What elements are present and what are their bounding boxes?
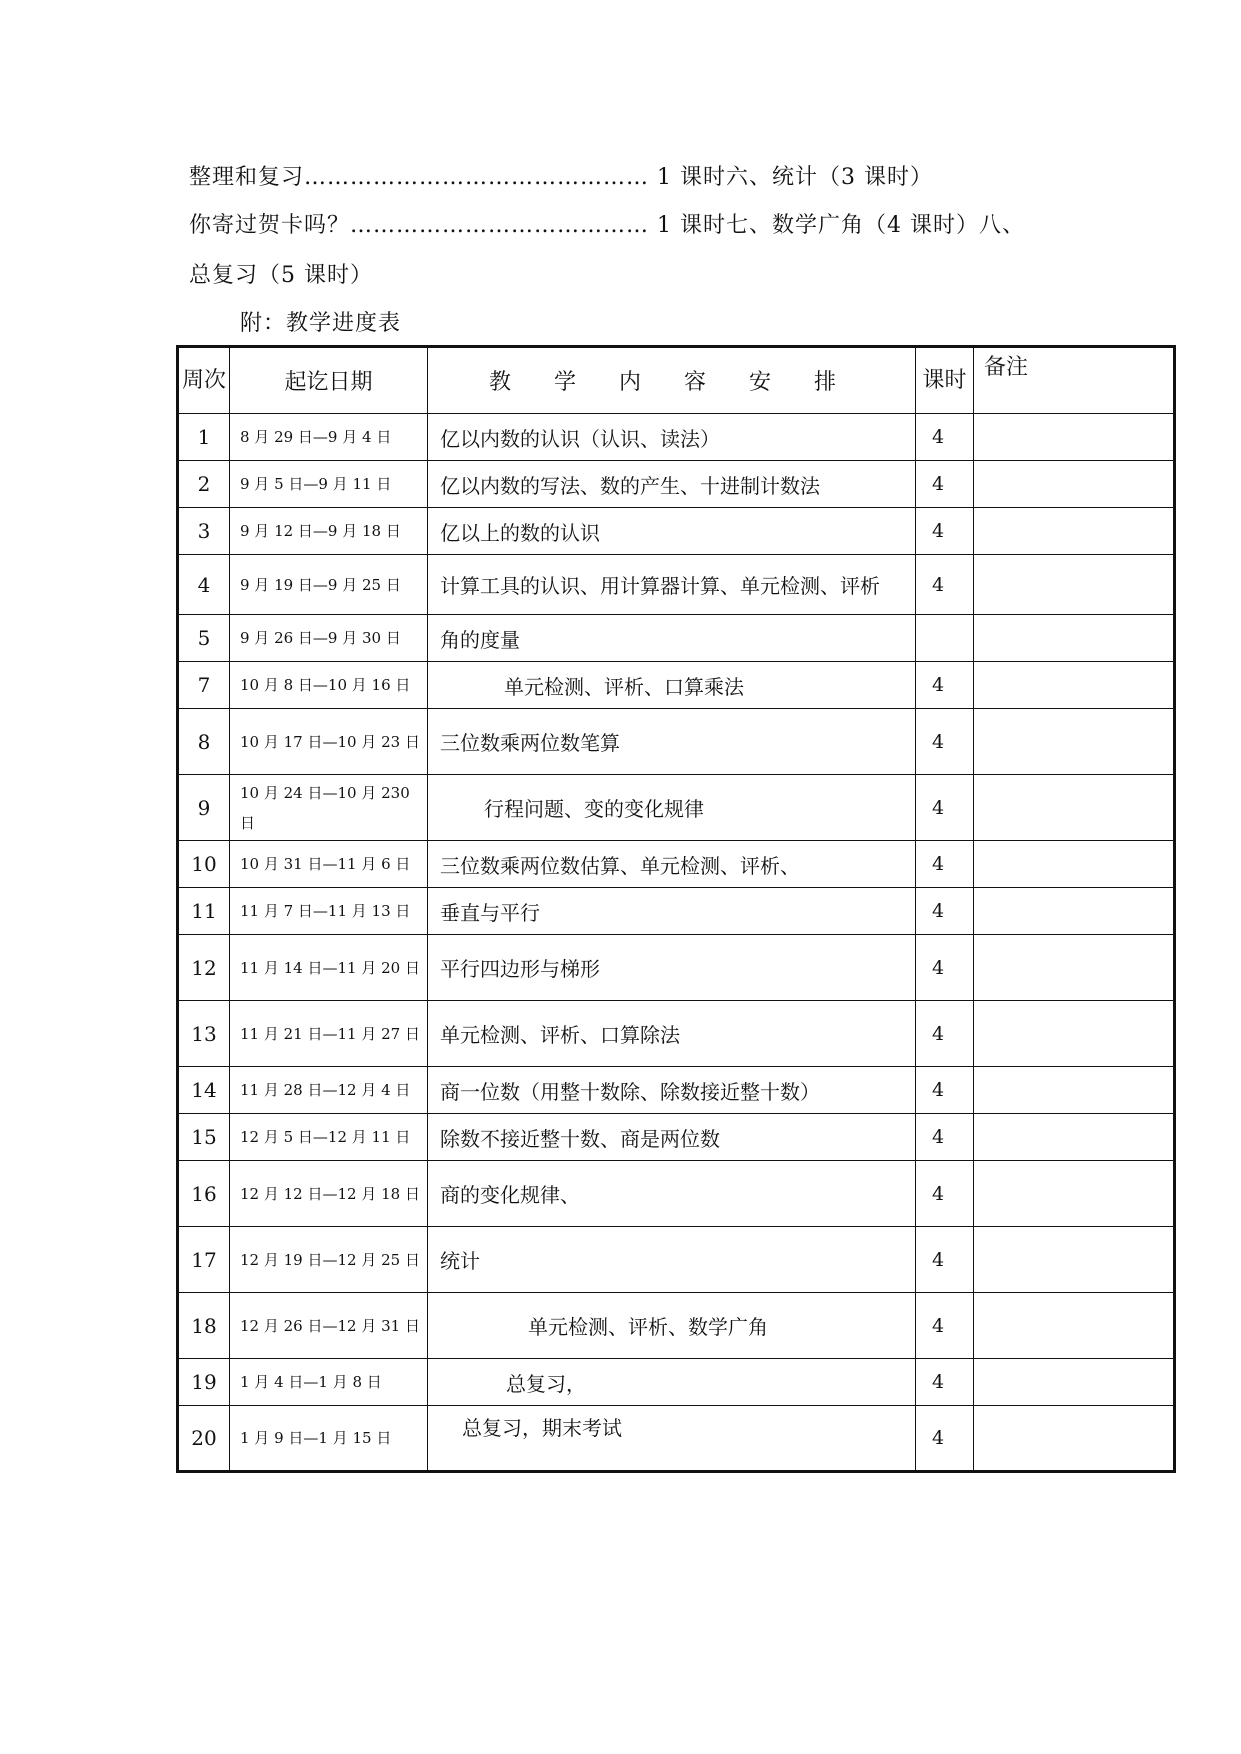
table-row	[178, 1227, 1175, 1293]
week-cell: 13	[178, 1001, 230, 1067]
hours-cell: 4	[916, 888, 974, 935]
content-cell: 平行四边形与梯形	[428, 935, 916, 1001]
table-row	[178, 508, 1175, 555]
week-cell: 11	[178, 888, 230, 935]
hours-cell: 4	[916, 1161, 974, 1227]
week-cell: 14	[178, 1067, 230, 1114]
table-row	[178, 1001, 1175, 1067]
content-cell: 亿以上的数的认识	[428, 508, 916, 555]
table-row	[178, 888, 1175, 935]
content-cell: 商一位数（用整十数除、除数接近整十数）	[428, 1067, 916, 1114]
notes-cell	[974, 461, 1175, 508]
week-cell: 7	[178, 662, 230, 709]
intro-line-1: 整理和复习……………………………………… 1 课时六、统计（3 课时）	[189, 165, 933, 190]
week-cell: 3	[178, 508, 230, 555]
notes-cell	[974, 1067, 1175, 1114]
notes-cell	[974, 1161, 1175, 1227]
week-cell: 4	[178, 555, 230, 615]
notes-cell	[974, 1114, 1175, 1161]
content-cell: 统计	[428, 1227, 916, 1293]
week-cell: 18	[178, 1293, 230, 1359]
table-row	[178, 775, 1175, 841]
week-cell: 17	[178, 1227, 230, 1293]
dates-cell: 9 月 19 日—9 月 25 日	[230, 555, 428, 615]
hours-cell: 4	[916, 935, 974, 1001]
table-row	[178, 414, 1175, 461]
week-cell: 1	[178, 414, 230, 461]
hours-cell	[916, 615, 974, 662]
table-row	[178, 1359, 1175, 1406]
notes-cell	[974, 775, 1175, 841]
hours-cell: 4	[916, 555, 974, 615]
week-cell: 8	[178, 709, 230, 775]
hours-cell: 4	[916, 709, 974, 775]
header-content: 教 学 内 容 安 排	[428, 347, 916, 414]
notes-cell	[974, 888, 1175, 935]
week-cell: 5	[178, 615, 230, 662]
notes-cell	[974, 1001, 1175, 1067]
hours-cell: 4	[916, 775, 974, 841]
header-dates: 起讫日期	[230, 347, 428, 414]
dates-cell: 9 月 5 日—9 月 11 日	[230, 461, 428, 508]
content-cell: 行程问题、变的变化规律	[428, 775, 916, 841]
dates-cell: 12 月 26 日—12 月 31 日	[230, 1293, 428, 1359]
dates-cell: 11 月 7 日—11 月 13 日	[230, 888, 428, 935]
hours-cell: 4	[916, 461, 974, 508]
content-cell: 单元检测、评析、口算除法	[428, 1001, 916, 1067]
dates-cell: 8 月 29 日—9 月 4 日	[230, 414, 428, 461]
hours-cell: 4	[916, 841, 974, 888]
content-cell: 垂直与平行	[428, 888, 916, 935]
notes-cell	[974, 1293, 1175, 1359]
content-cell: 单元检测、评析、口算乘法	[428, 662, 916, 709]
dates-cell: 12 月 5 日—12 月 11 日	[230, 1114, 428, 1161]
table-row	[178, 841, 1175, 888]
notes-cell	[974, 1406, 1175, 1472]
notes-cell	[974, 555, 1175, 615]
table-row	[178, 615, 1175, 662]
week-cell: 12	[178, 935, 230, 1001]
content-cell: 商的变化规律、	[428, 1161, 916, 1227]
intro-line-3: 总复习（5 课时）	[189, 263, 373, 288]
dates-cell: 9 月 12 日—9 月 18 日	[230, 508, 428, 555]
dates-cell: 11 月 28 日—12 月 4 日	[230, 1067, 428, 1114]
table-row	[178, 935, 1175, 1001]
hours-cell: 4	[916, 1067, 974, 1114]
dates-cell: 10 月 31 日—11 月 6 日	[230, 841, 428, 888]
content-cell: 三位数乘两位数估算、单元检测、评析、	[428, 841, 916, 888]
table-caption: 附：教学进度表	[240, 311, 402, 336]
hours-cell: 4	[916, 662, 974, 709]
notes-cell	[974, 414, 1175, 461]
hours-cell: 4	[916, 1114, 974, 1161]
week-cell: 19	[178, 1359, 230, 1406]
content-cell: 除数不接近整十数、商是两位数	[428, 1114, 916, 1161]
dates-cell: 10 月 8 日—10 月 16 日	[230, 662, 428, 709]
dates-cell: 1 月 4 日—1 月 8 日	[230, 1359, 428, 1406]
table-row	[178, 461, 1175, 508]
content-cell: 亿以内数的认识（认识、读法）	[428, 414, 916, 461]
notes-cell	[974, 662, 1175, 709]
hours-cell: 4	[916, 1001, 974, 1067]
content-cell: 总复习，	[428, 1359, 916, 1406]
table-row	[178, 1161, 1175, 1227]
notes-cell	[974, 1227, 1175, 1293]
dates-cell: 11 月 14 日—11 月 20 日	[230, 935, 428, 1001]
dates-cell: 12 月 19 日—12 月 25 日	[230, 1227, 428, 1293]
notes-cell	[974, 615, 1175, 662]
week-cell: 15	[178, 1114, 230, 1161]
content-cell: 总复习，期末考试	[428, 1406, 916, 1472]
hours-cell: 4	[916, 1406, 974, 1472]
week-cell: 9	[178, 775, 230, 841]
schedule-table	[176, 345, 1176, 1473]
hours-cell: 4	[916, 414, 974, 461]
week-cell: 20	[178, 1406, 230, 1472]
notes-cell	[974, 841, 1175, 888]
hours-cell: 4	[916, 508, 974, 555]
content-cell: 亿以内数的写法、数的产生、十进制计数法	[428, 461, 916, 508]
dates-cell: 1 月 9 日—1 月 15 日	[230, 1406, 428, 1472]
table-row	[178, 1406, 1175, 1472]
week-cell: 16	[178, 1161, 230, 1227]
table-row	[178, 1293, 1175, 1359]
header-week: 周次	[178, 347, 230, 414]
notes-cell	[974, 1359, 1175, 1406]
week-cell: 10	[178, 841, 230, 888]
table-row	[178, 1114, 1175, 1161]
dates-cell: 10 月 17 日—10 月 23 日	[230, 709, 428, 775]
hours-cell: 4	[916, 1359, 974, 1406]
table-row	[178, 555, 1175, 615]
content-cell: 计算工具的认识、用计算器计算、单元检测、评析	[428, 555, 916, 615]
table-row	[178, 662, 1175, 709]
table-body	[178, 414, 1175, 1472]
intro-line-2: 你寄过贺卡吗？………………………………… 1 课时七、数学广角（4 课时）八、	[189, 213, 1025, 238]
dates-cell: 11 月 21 日—11 月 27 日	[230, 1001, 428, 1067]
hours-cell: 4	[916, 1227, 974, 1293]
dates-cell: 9 月 26 日—9 月 30 日	[230, 615, 428, 662]
dates-cell: 10 月 24 日—10 月 230 日	[230, 775, 428, 841]
content-cell: 三位数乘两位数笔算	[428, 709, 916, 775]
dates-cell: 12 月 12 日—12 月 18 日	[230, 1161, 428, 1227]
header-notes: 备注	[974, 347, 1175, 414]
table-row	[178, 709, 1175, 775]
header-hours: 课时	[916, 347, 974, 414]
table-row	[178, 1067, 1175, 1114]
table-header-row	[178, 347, 1175, 414]
hours-cell: 4	[916, 1293, 974, 1359]
content-cell: 单元检测、评析、数学广角	[428, 1293, 916, 1359]
week-cell: 2	[178, 461, 230, 508]
notes-cell	[974, 709, 1175, 775]
notes-cell	[974, 508, 1175, 555]
content-cell: 角的度量	[428, 615, 916, 662]
notes-cell	[974, 935, 1175, 1001]
